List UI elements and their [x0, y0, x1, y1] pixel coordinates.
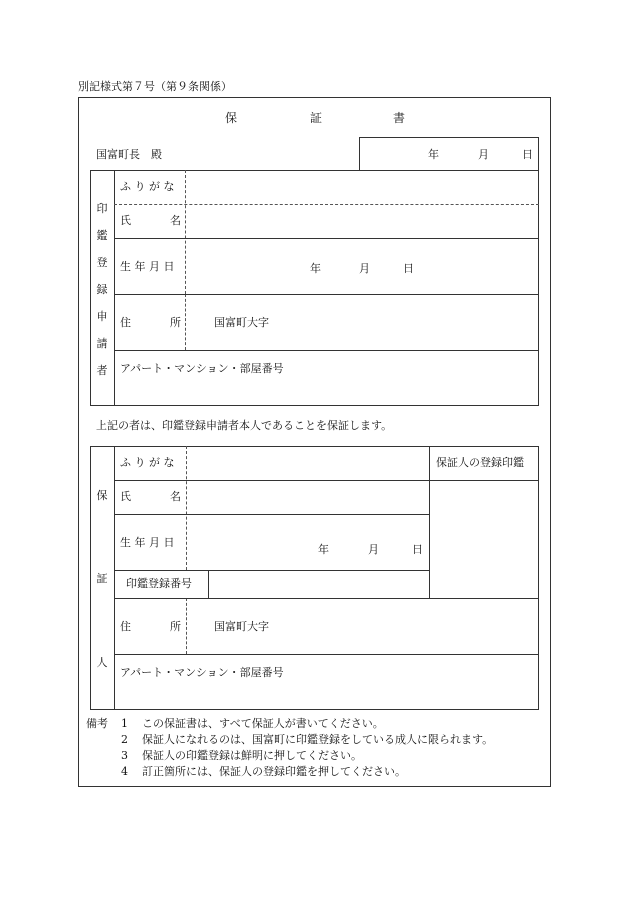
- note-text: この保証書は、すべて保証人が書いてください。: [142, 717, 384, 730]
- applicant-birthdate-label: 生 年 月 日: [120, 260, 175, 273]
- guarantor-birth-day: 日: [412, 543, 423, 556]
- guarantor-furigana-label: ふ り が な: [120, 456, 175, 469]
- applicant-furigana-field[interactable]: [186, 171, 538, 203]
- applicant-address-label-2: 所: [170, 316, 181, 329]
- applicant-birth-day: 日: [403, 262, 414, 275]
- guarantor-seal-number-label: 印鑑登録番号: [126, 577, 192, 590]
- applicant-name-label-2: 名: [170, 214, 181, 227]
- note-number: 1: [121, 717, 128, 730]
- note-text: 保証人になれるのは、国富町に印鑑登録をしている成人に限られます。: [142, 733, 494, 746]
- guarantor-address-prefix: 国富町大字: [214, 620, 269, 633]
- applicant-furigana-label: ふ り が な: [120, 180, 175, 193]
- guarantor-seal-number-field[interactable]: [209, 571, 428, 597]
- applicant-birth-year: 年: [310, 262, 321, 275]
- guarantor-birth-month: 月: [368, 543, 379, 556]
- guarantor-name-field[interactable]: [187, 481, 428, 513]
- guarantor-address-label-1: 住: [120, 620, 131, 633]
- title-char-1: 保: [225, 111, 238, 125]
- guarantor-birth-year: 年: [318, 543, 329, 556]
- date-year: 年: [428, 148, 439, 161]
- date-day: 日: [522, 148, 533, 161]
- note-number: 3: [121, 749, 128, 762]
- date-box[interactable]: [359, 137, 539, 171]
- note-text: 訂正箇所には、保証人の登録印鑑を押してください。: [142, 765, 406, 778]
- guarantor-seal-box-label: 保証人の登録印鑑: [436, 456, 524, 469]
- certification-statement: 上記の者は、印鑑登録申請者本人であることを保証します。: [96, 419, 393, 432]
- guarantor-apartment-label: アパート・マンション・部屋番号: [120, 666, 284, 679]
- note-number: 2: [121, 733, 128, 746]
- addressee: 国富町長 殿: [96, 148, 162, 161]
- guarantor-furigana-field[interactable]: [187, 447, 428, 479]
- title-char-3: 書: [393, 111, 406, 125]
- date-month: 月: [478, 148, 489, 161]
- applicant-name-label-1: 氏: [120, 214, 131, 227]
- guarantor-name-label-2: 名: [170, 490, 181, 503]
- applicant-name-field[interactable]: [186, 205, 538, 237]
- form-label: 別記様式第７号（第９条関係）: [78, 80, 232, 93]
- note-text: 保証人の印鑑登録は鮮明に押してください。: [142, 749, 362, 762]
- title-char-2: 証: [310, 111, 323, 125]
- applicant-address-label-1: 住: [120, 316, 131, 329]
- guarantor-birthdate-label: 生 年 月 日: [120, 536, 175, 549]
- applicant-apartment-label: アパート・マンション・部屋番号: [120, 362, 284, 375]
- notes-heading: 備考: [86, 717, 108, 730]
- applicant-address-prefix: 国富町大字: [214, 316, 269, 329]
- note-number: 4: [121, 765, 128, 778]
- guarantor-name-label-1: 氏: [120, 490, 131, 503]
- applicant-birth-month: 月: [359, 262, 370, 275]
- guarantor-address-label-2: 所: [170, 620, 181, 633]
- guarantor-seal-box[interactable]: [430, 481, 538, 597]
